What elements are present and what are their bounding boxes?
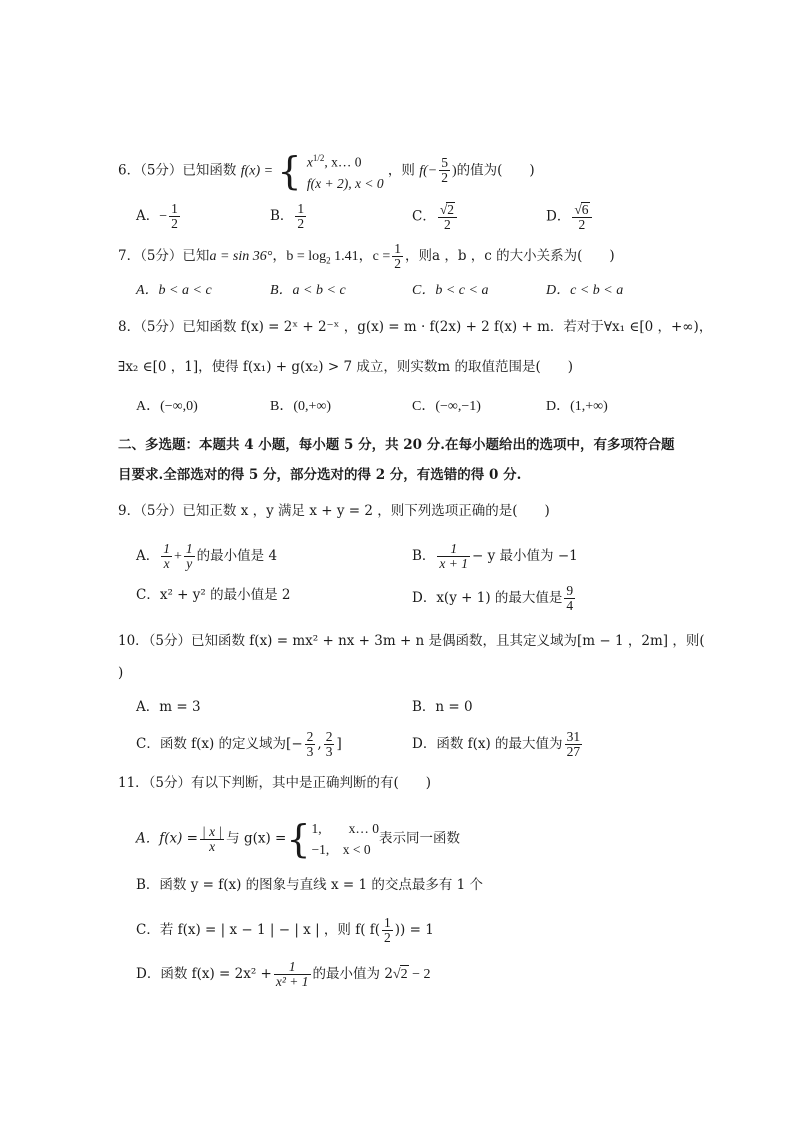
q9-opt-a-label: A． [136,548,160,564]
q11-option-d[interactable] [136,960,431,989]
q9-option-c[interactable]: C．x² + y² 的最小值是 2 [136,587,291,603]
q7-b-base: 2 [326,255,331,266]
q6-case1: $x^{1/2}$, x… 0 [306,153,362,170]
q7-c-frac: $\frac{1}{2}$ [394,241,401,271]
q6-opt-a-frac: $\frac{1}{2}$ [171,201,178,231]
q6-opt-b-label: B． [270,208,294,224]
q6-fx: f(x) = [240,163,274,179]
q9-opt-b-label: B． [412,548,436,564]
q6-opt-d-label: D． [546,208,571,225]
q11-opt-d-mid: 的最小值为 2 [312,966,393,982]
q6-case2: f(x + 2), x < 0 [306,175,384,191]
q11-opt-a-tail: 表示同一函数 [379,830,461,847]
q9-option-b[interactable] [412,542,578,571]
q6-farg-pre: f(− [419,163,438,179]
q6-tail: 的值为( ) [456,162,535,179]
q6-option-c[interactable] [412,202,459,232]
q7-option-d[interactable]: D．c < b < a [546,283,624,298]
q6-opt-c-frac: $\frac{√2}{2}$ [438,202,457,232]
q11-stem: 11．（5分）有以下判断，其中是正确判断的有( ) [118,775,432,791]
q7-c-pre: ，c = [358,249,391,264]
q9-opt-d-frac: $\frac{9}{4}$ [566,583,574,613]
q10-opt-c-frac2: $\frac{2}{3}$ [325,729,333,759]
q6-opt-a-label: A． [136,208,160,224]
q11-opt-a-frac: $\frac{| x |}{x}$ [202,823,223,854]
q8-option-d[interactable]: D．(1,+∞) [546,399,608,414]
q8-option-c[interactable]: C．(−∞,−1) [412,399,481,414]
q8-line-2: ∃x₂ ∈[0 ，1]，使得 f(x₁) + g(x₂) > 7 成立，则实数m 的取值范围是( ) [118,359,573,375]
q9-opt-a-tail: 的最小值是 4 [196,548,278,564]
q6-arg-frac: $\frac{5}{2}$ [441,155,448,186]
q10-opt-c-frac1: $\frac{2}{3}$ [306,729,314,759]
q6-option-a[interactable] [136,202,182,231]
q8-line-1: 8．（5分）已知函数 f(x) = 2ˣ + 2⁻ˣ ，g(x) = m · f(2x) + 2 f(x) + m．若对于∀x₁ ∈[0 ，+∞)， [118,319,713,335]
q11-opt-d-root: √2 [392,967,408,982]
q11-opt-a-brace: { [286,817,311,861]
q11-opt-a-cases: 1, x… 0 −1, x < 0 [311,821,380,857]
q10-line-2: ) [118,665,124,681]
q8-option-a[interactable]: A．(−∞,0) [136,399,198,414]
q10-option-a[interactable]: A．m = 3 [136,699,201,715]
q11-opt-a-pre: A．f(x) = [136,830,198,847]
q10-opt-c-mid: , [317,736,322,752]
q11-opt-d-pre: D．函数 f(x) = 2x² + [136,966,272,982]
q6-brace: { [277,148,302,193]
q11-opt-d-frac: $\frac{1}{\text{x² + 1}}$ [275,959,309,989]
q9-opt-b-frac: $\frac{1}{x + 1}$ [439,541,469,571]
q7-tail: ，则a ，b ，c 的大小关系为( ) [404,248,615,264]
q11-opt-c-pre: C．若 f(x) = | x − 1 | − | x | ，则 f( f( [136,922,381,938]
q6-stem: 6．（5分）已知函数 [118,162,237,179]
q10-option-b[interactable]: B．n = 0 [412,699,473,715]
q11-opt-a-mid: 与 g(x) = [226,830,287,847]
section2-heading-line-2: 目要求.全部选对的得 5 分，部分选对的得 2 分，有选错的得 0 分. [118,467,522,483]
q6-opt-b-frac: $\frac{1}{2}$ [297,201,305,231]
q6-option-d[interactable] [546,202,594,232]
q6-option-b[interactable] [270,202,308,231]
q7-b-def-pre: ，b = log [272,249,327,264]
q7-option-b[interactable]: B．a < b < c [270,283,346,298]
q6-mid: ，则 [387,162,415,179]
q8-option-b[interactable]: B．(0,+∞) [270,399,332,414]
q10-opt-c-post: ] [336,736,342,752]
q6-opt-a-sign: − [159,209,168,224]
q7-a-def: a = sin 36° [209,249,273,264]
section2-heading-line-1: 二、多选题：本题共 4 小题，每小题 5 分，共 20 分.在每小题给出的选项中，有多项符合题 [118,437,675,453]
q9-opt-d-pre: D．x(y + 1) 的最大值是 [412,590,563,606]
q7-b-def-post: 1.41 [330,249,359,264]
q11-opt-d-tail: − 2 [408,967,431,982]
q11-option-b[interactable]: B．函数 y = f(x) 的图象与直线 x = 1 的交点最多有 1 个 [136,877,484,893]
q6-farg-post: ) [451,163,457,179]
q9-stem: 9．（5分）已知正数 x ，y 满足 x + y = 2 ，则下列选项正确的是( ) [118,503,550,519]
q7-stem: 7．（5分）已知 [118,248,210,264]
q6-opt-c-label: C． [412,208,436,225]
q10-option-c[interactable] [136,730,342,759]
q10-opt-d-pre: D．函数 f(x) 的最大值为 [412,736,563,752]
q11-option-a[interactable] [136,818,460,860]
q9-option-a[interactable] [136,542,277,571]
q9-opt-b-tail: − y 最小值为 −1 [472,548,578,564]
q9-opt-a-plus: + [174,549,182,564]
q6-stem-line [118,148,535,194]
q6-cases [307,148,384,194]
q10-opt-c-pre: C．函数 f(x) 的定义域为[− [136,736,303,752]
q9-opt-a-frac2: $\frac{1}{y}$ [185,541,193,571]
q10-opt-d-frac: $\frac{31}{27}$ [566,729,581,759]
q9-opt-a-frac1: $\frac{1}{x}$ [163,541,170,571]
q7-option-a[interactable]: A．b < a < c [136,283,212,298]
q11-option-c[interactable] [136,916,434,945]
q9-option-d[interactable] [412,584,577,613]
q11-opt-c-post: )) = 1 [394,922,434,938]
q7-option-c[interactable]: C．b < c < a [412,283,489,298]
q10-option-d[interactable] [412,730,584,759]
q11-opt-c-frac: $\frac{1}{2}$ [384,915,391,945]
q10-line-1: 10．（5分）已知函数 f(x) = mx² + nx + 3m + n 是偶函数，且其定义域为[m − 1 ，2m] ，则( [118,633,705,649]
q7-stem-line [118,242,615,271]
q6-opt-d-frac: $\frac{√6}{2}$ [572,202,591,232]
